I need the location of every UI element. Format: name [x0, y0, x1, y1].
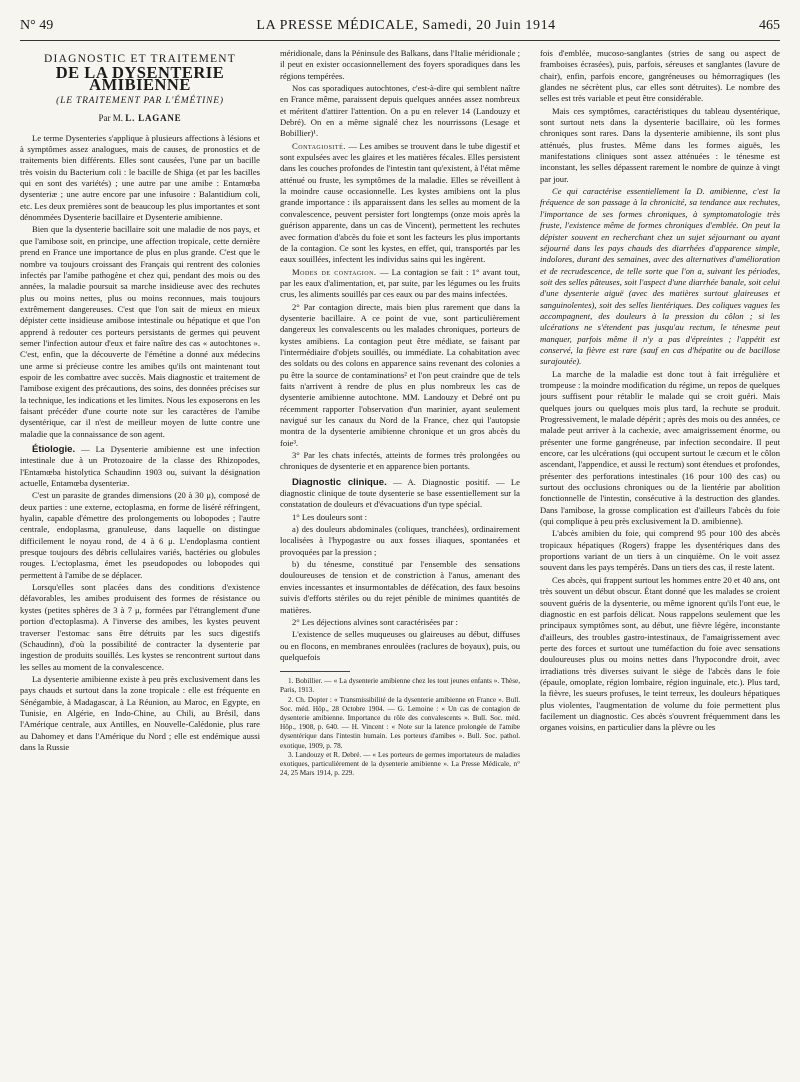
paragraph: C'est un parasite de grandes dimensions (20 à 30 μ), composé de deux parties : une externe, ectoplasma, en forme de liséré réfringent, hyalin, capable d'émettre des prolongements ou lobopodes ; l'autre centrale, endoplasma, granuleuse, dans laquelle on distingue difficilement le noyau rond, de 4 à 6 μ. L'endoplasma contient presque toujours des débris cellulaires variés, bactéries ou globules rouges. L'ectoplasma, émet les pseudopodes ou lobopodes qui permettent à l'amibe de se déplacer. — [20, 490, 260, 580]
paragraph: La dysenterie amibienne existe à peu près exclusivement dans les pays chauds et surtout dans la zone tropicale : elle est fréquente en Sénégambie, à Madagascar, à La Réunion, au Maroc, en Egypte, en Tunisie, en Algérie, en Indo-Chine, au Chili, au Brésil, dans l'Amérique centrale, aux Antilles, en Nouvelle-Calédonie, plus rare au Dahomey et dans l'Amérique du Nord ; elle est endémique aussi dans la Russie — [20, 673, 260, 752]
article-kicker: DIAGNOSTIC ET TRAITEMENT — [44, 53, 236, 65]
paragraph: méridionale, dans la Péninsule des Balkans, dans l'Italie méridionale ; il peut en exister occasionnellement des foyers sporadiques dans les régions tempérées. — [280, 48, 520, 81]
paragraph-text: — La contagion se fait : 1° avant tout, par les eaux d'alimentation, et, par suite, par les légumes ou les fruits crus, les aliments souillés par ces eaux ou par des mains infectées. — [280, 266, 520, 300]
article-title-block — [20, 54, 260, 125]
modes-paragraph — [280, 267, 520, 301]
article-columns — [20, 48, 780, 1074]
author-prefix: Par M. — [98, 113, 124, 124]
contagiosity-heading: Contagiosité. — [292, 140, 346, 151]
paragraph: 2° Par contagion directe, mais bien plus rarement que dans la dysenterie bacillaire. A ce point de vue, sont particulièrement dangereux les convalescents ou les malades chroniques, porteurs de kystes amibiens. La contagion peut être médiate, se faisant par l'intermédiaire d'objets souillés, ou immédiate. La cohabitation avec des soldats ou des colons en apparence sains revenant des colonies a pu être la source de contaminations² et l'on peut craindre que de tels faits n'arrivent à rendre de plus en plus nombreux les cas de dysenterie amibienne autochtone. MM. Landouzy et Debré ont pu récemment rapporter l'observation d'un marinier, ayant seulement navigué sur les canaux du Nord de la France, chez qui l'autopsie montra de la dysenterie amibienne chronique et un gros abcès du foie³. — [280, 301, 520, 448]
article-subtitle: (LE TRAITEMENT PAR L'ÉMÉTINE) — [56, 96, 224, 107]
column-1 — [20, 48, 260, 1074]
footnote: 2. Ch. Dopter : « Transmissibilité de la dysenterie amibienne en France ». Bull. Soc. méd. Hôp., 28 Octobre 1904. — G. Lemoine : « Un cas de contagion de dysenterie amibienne. Importance du rôle des convalescents ». Bull. Soc. méd. Hôp., 1908, p. 640. — H. Vincent : « Note sur la latence prolongée de l'amibe dysentérique dans l'intestin humain. Les porteurs d'amibes ». Bull. Soc. pathol. exotique, 1909, p. 78. — [280, 695, 520, 750]
paragraph: 3° Par les chats infectés, atteints de formes très prolongées ou chroniques de dysenterie et en apparence bien portants. — [280, 450, 520, 472]
footnote: 1. Bobillier. — « La dysenterie amibienne chez les tout jeunes enfants ». Thèse, Paris, 1913. — [280, 677, 520, 695]
paragraph: 2° Les déjections alvines sont caractérisées par : — [292, 616, 458, 627]
page-number: 465 — [758, 18, 780, 33]
paragraph: Bien que la dysenterie bacillaire soit une maladie de nos pays, et que l'amibose soit, en principe, une affection tropicale, cette dernière prend en France une importance de plus en plus grande. C'est que le nombre va toujours croissant des Français qui rentrent des colonies infectés par l'amibe pathogène et chez qui, pendant des mois ou des années, la maladie poursuit sa marche insidieuse avec des rechutes plus ou moins nettes, plus ou moins reconnues, mais toujours extrêmement dangereuses. C'est que l'on sait de mieux en mieux dépister cette insidieuse amibose intestinale ou hépatique et que l'on apprend à redouter ces porteurs persistants de germes qui peuvent semer l'infection autour d'eux et faire naître des cas « autochtones ». C'est, enfin, que la découverte de l'émétine a donné aux médecins une arme si précieuse contre les amibes qu'ils ont maintenant tout espoir de les combattre avec succès. Mais diagnostic et traitement de l'amibose exigent des précautions, des soins, des données précises sur la technique, les indications et les limites. Nous les exposerons en les faisant précéder d'une courte note sur les caractères de l'amibe dysentérique, car il n'est de meilleur moyen de lutte contre une maladie que la connaissance de son agent. — [20, 224, 260, 439]
footnote: 3. Landouzy et R. Debré. — « Les porteurs de germes importateurs de maladies exotiques, particulièrement de la dysenterie amibienne ». La Presse Médicale, n° 24, 25 Mars 1914, p. 229. — [280, 750, 520, 778]
diagnostic-heading: Diagnostic clinique. — [292, 476, 387, 488]
etiology-paragraph — [20, 444, 260, 489]
paragraph: a) des douleurs abdominales (coliques, tranchées), ordinairement localisées à l'hypogastre ou aux fosses iliaques, spontanées et provoquées par la pression ; — [280, 524, 520, 557]
paragraph: Le terme Dysenteries s'applique à plusieurs affections à lésions et à symptômes assez analogues, mais de causes, de pronostics et de traitements bien différents. Elles sont causées, l'une par un bacille très voisin du Bacterium coli : le bacille de Shiga (et par les bacilles qui en sont des variétés) ; une autre par une amibe : Entamœba dysenteriæ ; une autre encore par une infusoire : Balantidium coli, etc. Les deux premières sont de beaucoup les plus importantes et sont dénommées Dysenterie bacillaire et Dysenterie amibienne. — [20, 132, 260, 223]
modes-heading: Modes de contagion. — [292, 266, 377, 277]
column-3 — [540, 48, 780, 1074]
issue-number: N° 49 — [20, 18, 54, 33]
paragraph: Ces abcès, qui frappent surtout les hommes entre 20 et 40 ans, ont très souvent un début obscur. Étant donné que les malades se croient souvent guéris de la dysenterie, ou même ignorent qu'ils l'ont eue, le diagnostic en est parfois délicat. Nous rappelons seulement que les principaux symptômes sont, au début, une fièvre légère, inconstante d'ailleurs, des troubles gastro-intestinaux, de l'amaigrissement avec perte des forces et surtout une tuméfaction du foie avec sensations douloureuses plus ou moins nettes dans l'hypocondre droit, avec irradiations très diverses suivant le siège de l'abcès dans le foie (épaule, omoplate, région lombaire, région inguinale, etc.). Plus tard, la fièvre, les sueurs profuses, le teint terreux, les douleurs hépatiques plus violentes, l'augmentation de volume du foie permettent plus facilement un diagnostic. Ces abcès s'ouvrent fréquemment dans les organes voisins, en particulier dans la plèvre ou les — [540, 574, 780, 733]
journal-title-date: LA PRESSE MÉDICALE, Samedi, 20 Juin 1914 — [256, 18, 556, 33]
paragraph-text: — Les amibes se trouvent dans le tube digestif et sont expulsées avec les glaires et les matières fécales. Elles persistent dans les couches profondes de l'intestin tant qu'existent, à l'état même atténué ou fruste, les symptômes de la maladie. Elles se réveillent à la moindre cause occasionnelle. Les kystes amibiens ont la plus grande importance : ils apparaissent dans les selles au moment de la convalescence, peuvent persister fort longtemps (onze mois après la guérison apparente, dans un cas de Vincent), permettent les rechutes avec formation d'abcès du foie et sont les facteurs les plus importants de la contagion. Ce sont les kystes, en effet, qui, transportés par les eaux souillées, infectent les individus sains qui les ingèrent. — [280, 140, 520, 265]
page-header — [20, 18, 780, 41]
paragraph: Mais ces symptômes, caractéristiques du tableau dysentérique, sont surtout nets dans la dysenterie bacillaire, où les formes chroniques sont rares. Dans la dysenterie amibienne, ils sont plus atténués, plus frustes. Même dans les formes aiguës, les manifestations cliniques sont assez atténuées : le ténesme est inconstant, les selles dépassent rarement le nombre de quinze à vingt par jour. — [540, 105, 780, 184]
etiology-heading: Étiologie. — [32, 444, 76, 455]
contagiosity-paragraph — [280, 141, 520, 266]
paragraph: L'abcès amibien du foie, qui comprend 95 pour 100 des abcès tropicaux hépatiques (Rogers) frappe les dysentériques dans des proportions variant de un tiers à un cinquième. On le voit assez souvent dans les pays tempérés. Dans un tiers des cas, il reste latent. — [540, 528, 780, 573]
paragraph: b) du ténesme, constitué par l'ensemble des sensations douloureuses de tension et de constriction à l'anus, amenant des envies incessantes et insurmontables de défécation, des faux besoins suivis d'efforts stériles ou du rejet pénible de minimes quantités de matières. — [280, 559, 520, 615]
article-author — [20, 113, 260, 124]
footnote-rule — [280, 671, 350, 672]
paragraph: Ce qui caractérise essentiellement la D. amibienne, c'est la fréquence de son passage à la chronicité, sa tendance aux rechutes, l'importance de ses formes chroniques, à symptomatologie très fruste, l'existence même de formes chroniques d'emblée. On peut la dépister souvent en recherchant chez un sujet séjournant ou ayant séjourné dans les pays chauds des diarrhées d'apparence simple, indolores, durant des semaines, avec des alternatives d'amélioration et de recrudescence, de telle sorte que l'on a, suivant les périodes, soit des selles pâteuses, soit l'aspect d'une diarrhée banale, soit celui d'une dysenterie aiguë (avec des matières surtout glaireuses et sanguinolentes), soit des selles lientériques. Des coliques vagues les accompagnent, des douleurs à la pression du côlon ; si les ulcérations ne s'étendent pas jusqu'au rectum, le ténesme peut manquer, parfois même il n'y a pas d'épreintes ; l'appétit est conservé, la fièvre est rare (sauf en cas d'hépatite ou de bacillose surajoutée). — [540, 186, 780, 367]
article-title: DE LA DYSENTERIE AMIBIENNE — [55, 63, 225, 94]
paragraph: L'existence de selles muqueuses ou glaireuses au début, diffuses ou en flocons, en membranes enroulées (raclures de boyaux), puis, ou quelquefois — [280, 629, 520, 662]
paragraph: 1° Les douleurs sont : — [292, 511, 368, 522]
paragraph-text: — La Dysenterie amibienne est une infection intestinale due à un Protozoaire de la classe des Rhizopodes, l'Entamœba histolytica Schaudinn 1903 ou, suivant la désignation actuelle, Entamœba dysenteriæ. — [20, 444, 260, 489]
paragraph: fois d'emblée, mucoso-sanglantes (stries de sang ou aspect de framboises écrasées), puis, parfois, séreuses et sanglantes (lavure de chair), enfin, parfois encore, gangréneuses ou hémorragiques (les glandes ne sécrètent plus, car elles sont détruites). Le nombre des selles est très variable et peut être considérable. — [540, 48, 780, 104]
paragraph: La marche de la maladie est donc tout à fait irrégulière et trompeuse : la moindre modification du régime, un repos de quelques jours suffisent pour rétablir le malade qui se croit guéri. Mais quelques jours ou quelques mois plus tard, la rechute se produit. Progressivement, le malade dépérit ; après des mois ou des années, ce malade peut arriver à la cachexie, avec amaigrissement énorme, ou présenter une forme gangréneuse, par infection secondaire. Il peut encore, car les ulcérations (qui occupent surtout le cæcum et le côlon ascendant, l'appendice, et aussi le rectum) sont étendues et profondes, présenter des perforations intestinales (16 pour 100 des cas) ou surtout des occlusions chroniques ou de la lientérie par abolition fonctionnelle de l'intestin, consécutive à la destruction des glandes. Dans l'amibose, la grosse complication est d'ailleurs l'abcès du foie (qui complique à peu près exclusivement la D. amibienne). — [540, 368, 780, 527]
column-2 — [280, 48, 520, 1074]
paragraph: Nos cas sporadiques autochtones, c'est-à-dire qui semblent naître en France même, paraissent depuis quelques années assez nombreux et méritent d'attirer l'attention. On a pu en relever 14 (Landouzy et Debré). On en a même signalé chez les nourrissons (Lesage et Bobillier)¹. — [280, 83, 520, 139]
paragraph: Lorsqu'elles sont placées dans des conditions d'existence défavorables, les amibes produisent des formes de résistance ou kystes (petites sphères de 3 à 7 μ, formées par l'étranglement d'une portion d'ectoplasma). A l'inverse des amibes, les kystes peuvent traverser l'estomac sans être détruits par les sucs digestifs (Schaudinn), d'où la possibilité de contracter la dysenterie par ingestion de produits souillés. Les kystes se rencontrent surtout dans les selles au moment de la convalescence. — [20, 582, 260, 672]
author-name: L. LAGANE — [125, 113, 182, 124]
paragraph-text: — A. Diagnostic positif. — Le diagnostic clinique de toute dysenterie se base essentiellement sur la constatation de douleurs et d'évacuations d'un type spécial. — [280, 476, 520, 510]
diagnostic-paragraph — [280, 477, 520, 511]
